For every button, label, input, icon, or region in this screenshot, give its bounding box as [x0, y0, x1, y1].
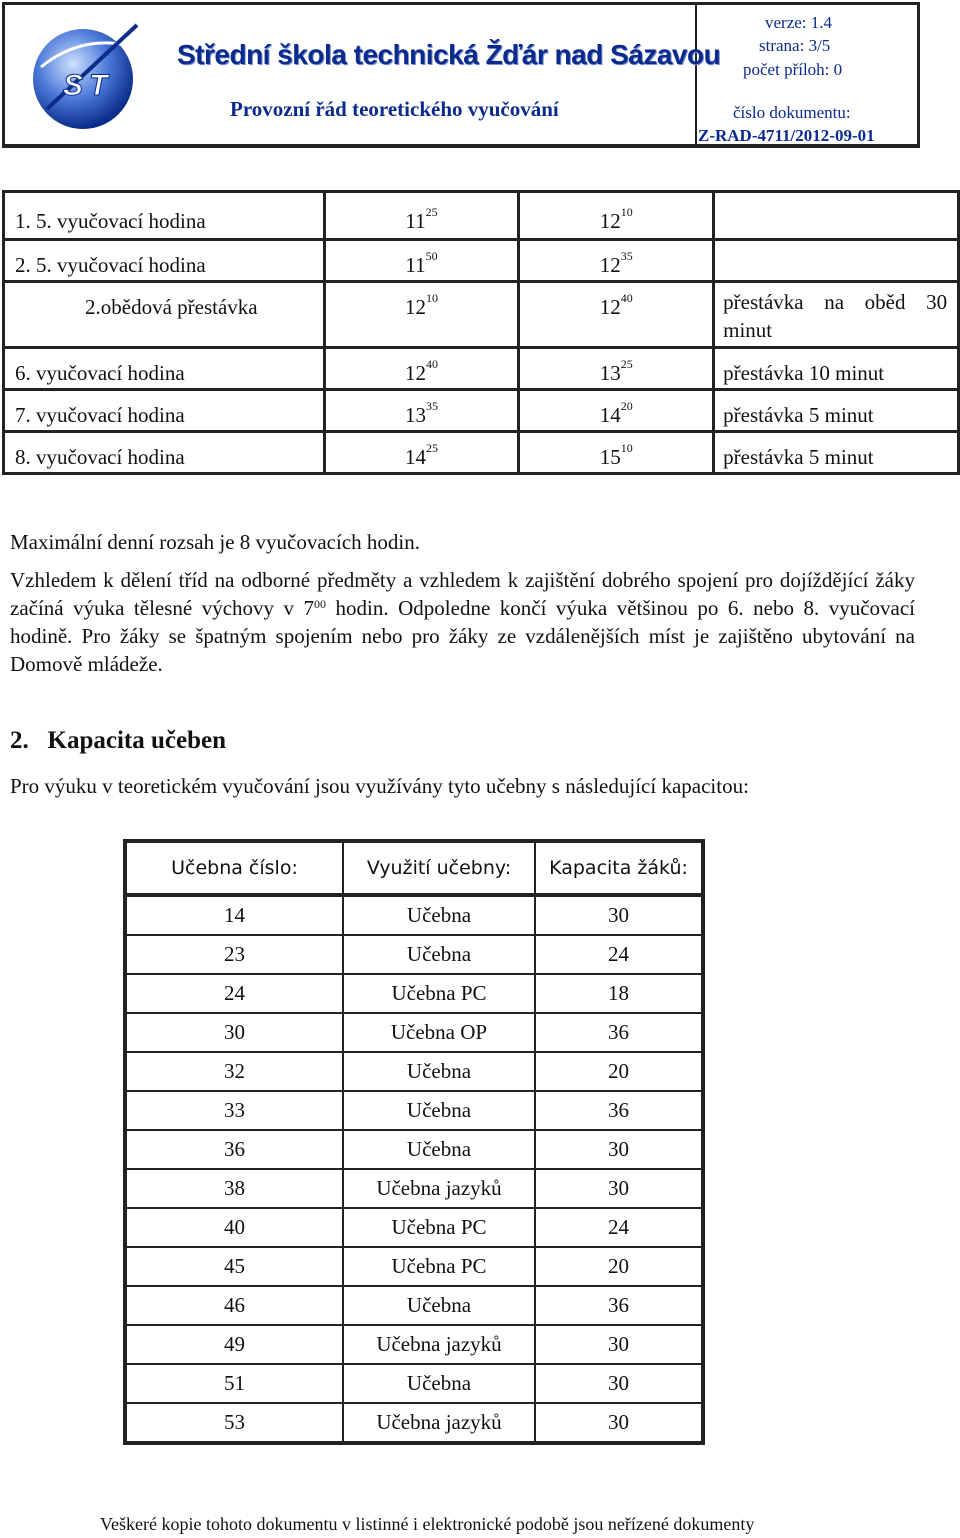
paragraph-part2: hodin. Odpoledne končí výuka většinou po 6. nebo 8. vyučovací hodině. Pro žáky se špatným spojením nebo pro žáky ze vzdálenějších míst je zajištěno ubytování na Domově mládeže. — [10, 596, 915, 676]
room-usage: Učebna — [343, 1286, 535, 1325]
schedule-row — [4, 432, 959, 474]
room-number: 33 — [125, 1091, 343, 1130]
version-label: verze: 1.4 — [765, 13, 833, 32]
schedule-row — [4, 282, 959, 348]
room-number: 51 — [125, 1364, 343, 1403]
room-capacity: 30 — [535, 1364, 703, 1403]
room-usage: Učebna jazyků — [343, 1403, 535, 1443]
capacity-row — [125, 895, 703, 935]
room-capacity: 20 — [535, 1247, 703, 1286]
room-usage: Učebna PC — [343, 1247, 535, 1286]
room-capacity: 30 — [535, 1130, 703, 1169]
capacity-row — [125, 1286, 703, 1325]
capacity-header-cell: Využití učebny: — [343, 841, 535, 895]
room-number: 49 — [125, 1325, 343, 1364]
capacity-row — [125, 935, 703, 974]
room-capacity: 18 — [535, 974, 703, 1013]
room-number: 53 — [125, 1403, 343, 1443]
schedule-lesson: 2. 5. vyučovací hodina — [4, 240, 325, 282]
capacity-header-cell: Učebna číslo: — [125, 841, 343, 895]
capacity-row — [125, 1130, 703, 1169]
schedule-note: přestávka 5 minut — [714, 432, 959, 474]
room-capacity: 20 — [535, 1052, 703, 1091]
room-number: 14 — [125, 895, 343, 935]
room-number: 24 — [125, 974, 343, 1013]
schedule-lesson: 2.obědová přestávka — [4, 282, 325, 348]
room-capacity: 36 — [535, 1286, 703, 1325]
svg-text:S: S — [63, 69, 84, 102]
room-usage: Učebna OP — [343, 1013, 535, 1052]
capacity-row — [125, 1052, 703, 1091]
capacity-row — [125, 1013, 703, 1052]
attachments-label: počet příloh: 0 — [743, 60, 843, 79]
capacity-header-row — [125, 841, 703, 895]
schedule-end: $12^{40}$ — [519, 282, 714, 348]
room-usage: Učebna — [343, 1364, 535, 1403]
room-number: 40 — [125, 1208, 343, 1247]
schedule-lesson: 8. vyučovací hodina — [4, 432, 325, 474]
schedule-note — [714, 240, 959, 282]
schedule-end: $12^{35}$ — [519, 240, 714, 282]
capacity-row — [125, 1364, 703, 1403]
room-number: 32 — [125, 1052, 343, 1091]
room-usage: Učebna jazyků — [343, 1325, 535, 1364]
footer-note: Veškeré kopie tohoto dokumentu v listinné i elektronické podobě jsou neřízené dokumenty — [100, 1514, 755, 1534]
schedule-end: $14^{20}$ — [519, 390, 714, 432]
capacity-row — [125, 1091, 703, 1130]
schedule-lesson: 1. 5. vyučovací hodina — [4, 192, 325, 240]
schedule-start: $12^{10}$ — [324, 282, 519, 348]
section-title: 2. Kapacita učeben — [10, 727, 226, 754]
paragraph-part1: Vzhledem k dělení tříd na odborné předměty a vzhledem k zajištění dobrého spojení pro dojíždějící žáky začíná výuka tělesné výchovy v 7 — [10, 568, 915, 620]
schedule-row — [4, 240, 959, 282]
room-capacity: 24 — [535, 935, 703, 974]
room-capacity: 24 — [535, 1208, 703, 1247]
room-capacity: 30 — [535, 1325, 703, 1364]
document-header — [2, 2, 920, 148]
classroom-capacity-table — [123, 839, 705, 1445]
room-number: 46 — [125, 1286, 343, 1325]
room-number: 30 — [125, 1013, 343, 1052]
schedule-lesson: 7. vyučovací hodina — [4, 390, 325, 432]
room-usage: Učebna — [343, 1130, 535, 1169]
schedule-end: $15^{10}$ — [519, 432, 714, 474]
paragraph-sup: 00 — [314, 597, 327, 611]
timetable-paragraph — [10, 566, 915, 678]
capacity-row — [125, 1247, 703, 1286]
schedule-end: $12^{10}$ — [519, 192, 714, 240]
lesson-schedule-table — [2, 190, 960, 475]
room-usage: Učebna jazyků — [343, 1169, 535, 1208]
school-logo — [27, 13, 147, 137]
schedule-note — [714, 192, 959, 240]
section-intro: Pro výuku v teoretickém vyučování jsou využívány tyto učebny s následující kapacitou: — [10, 774, 749, 798]
room-number: 23 — [125, 935, 343, 974]
page-label: strana: 3/5 — [759, 36, 831, 55]
room-usage: Učebna — [343, 895, 535, 935]
capacity-row — [125, 1169, 703, 1208]
schedule-row — [4, 390, 959, 432]
room-usage: Učebna PC — [343, 974, 535, 1013]
room-number: 36 — [125, 1130, 343, 1169]
capacity-row — [125, 1403, 703, 1443]
max-hours-text: Maximální denní rozsah je 8 vyučovacích hodin. — [10, 530, 420, 554]
schedule-start: $14^{25}$ — [324, 432, 519, 474]
room-capacity: 30 — [535, 1169, 703, 1208]
schedule-row — [4, 348, 959, 390]
room-capacity: 36 — [535, 1013, 703, 1052]
schedule-note: přestávka 5 minut — [714, 390, 959, 432]
doc-number-label: číslo dokumentu: — [733, 103, 851, 122]
capacity-row — [125, 1208, 703, 1247]
schedule-start: $11^{50}$ — [324, 240, 519, 282]
school-name: Střední škola technická Žďár nad Sázavou — [177, 39, 721, 70]
svg-text:T: T — [89, 69, 108, 102]
room-capacity: 36 — [535, 1091, 703, 1130]
capacity-row — [125, 1325, 703, 1364]
room-capacity: 30 — [535, 1403, 703, 1443]
room-capacity: 30 — [535, 895, 703, 935]
room-number: 38 — [125, 1169, 343, 1208]
room-usage: Učebna — [343, 1052, 535, 1091]
capacity-row — [125, 974, 703, 1013]
schedule-lesson: 6. vyučovací hodina — [4, 348, 325, 390]
schedule-start: $13^{35}$ — [324, 390, 519, 432]
document-title: Provozní řád teoretického vyučování — [230, 97, 559, 121]
schedule-note: přestávka 10 minut — [714, 348, 959, 390]
schedule-start: $12^{40}$ — [324, 348, 519, 390]
header-divider — [695, 5, 697, 144]
room-usage: Učebna — [343, 935, 535, 974]
doc-number: Z-RAD-4711/2012-09-01 — [698, 126, 875, 145]
schedule-end: $13^{25}$ — [519, 348, 714, 390]
room-usage: Učebna — [343, 1091, 535, 1130]
room-number: 45 — [125, 1247, 343, 1286]
schedule-note: přestávka na oběd 30 minut — [714, 282, 959, 348]
schedule-start: $11^{25}$ — [324, 192, 519, 240]
schedule-row — [4, 192, 959, 240]
room-usage: Učebna PC — [343, 1208, 535, 1247]
capacity-header-cell: Kapacita žáků: — [535, 841, 703, 895]
